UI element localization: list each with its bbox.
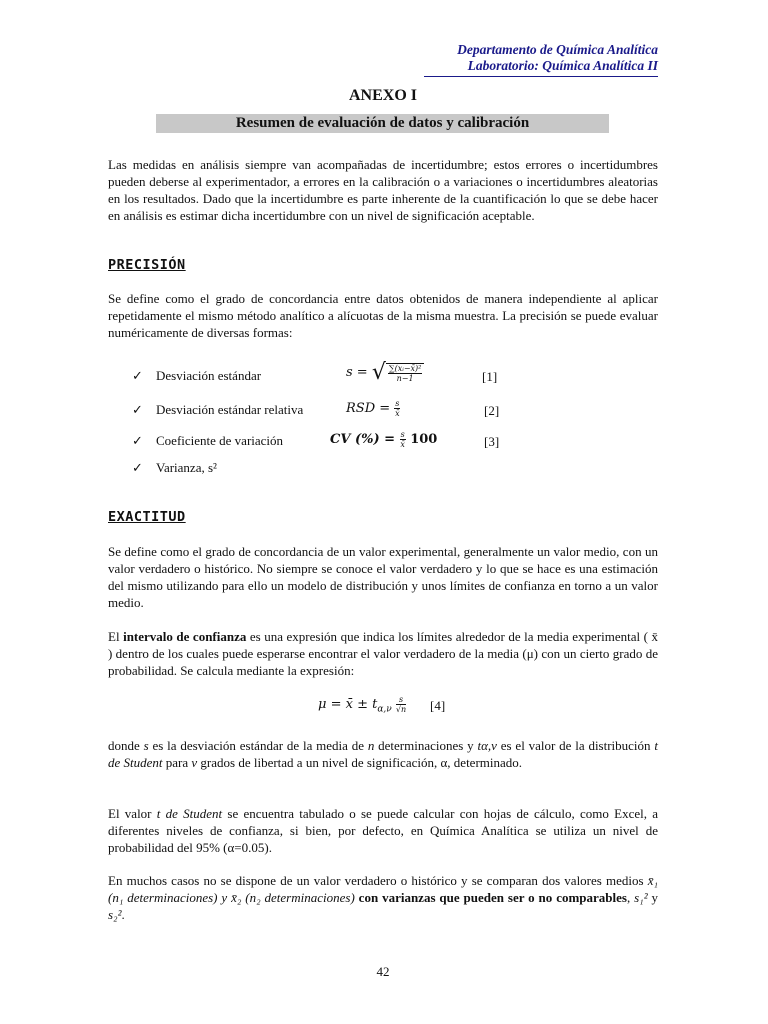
checkmark-icon: ✓ [132, 402, 143, 417]
equation-ref-1: [1] [482, 369, 498, 384]
document-page: Departamento de Química Analítica Laboratorio: Química Analítica II ANEXO I Resumen de evaluación de datos y calibración Las medidas en análisis siempre van acompañadas de incertidumbre; estos errores o incertidumbres pueden deberse al experimentador, a errores en la calibración o a variaciones o incertidumbres aleatorias en los resultados. Dado que la incertidumbre es parte inherente de la cuantificación lo que se debe hacer en análisis es estimar dicha incertidumbre con un nivel de significación aceptable. PRECISIÓN Se define como el grado de concordancia entre datos obtenidos de manera independiente al aplicar repetidamente el mismo método analítico a alícuotas de la misma muestra. La precisión se puede evaluar numéricamente de diversas formas: ✓ Desviación estándar s = √ $\frac{\text{∑(xᵢ−x̄)²}}{n-1}$ [1] ✓ Desviación estándar relativa RSD = $\frac{s}{x̄}$ [2] ✓ Coeficiente de variación CV (%) = $\frac{s}{x̄}$ 100 [3] ✓ Varianza, s² EXACTITUD Se define como el grado de concordancia de un valor experimental, generalmente un valor medio, con un valor verdadero o histórico. No siempre se conoce el valor verdadero y lo que se hace es una estimación del mismo utilizando para ello un modelo de distribución y unos límites de confianza en torno a un valor medio. El intervalo de confianza es una expresión que indica los límites alrededor de la media experimental ( x̄ ) dentro de los cuales puede esperarse encontrar el valor verdadero de la media (μ) con un cierto grado de probabilidad. Se calcula mediante la expresión: μ = x̄ ± $t_{\alpha,\nu}$ $\frac{s}{√n}$ [4] donde s es la desviación estándar de la media de n determinaciones y tα,ν es el valor de la distribución t de Student para ν grados de libertad a un nivel de significación, α, determinado. El valor t de Student se encuentra tabulado o se puede calcular con hojas de cálculo, como Excel, a diferentes niveles de confianza, si bien, por defecto, en Química Analítica se utiliza un nivel de probabilidad del 95% (α=0.05). En muchos casos no se dispone de un valor verdadero o histórico y se comparan dos valores medios x̄₁ (n₁ determinaciones) y x̄₂ (n₂ determinaciones) con varianzas que pueden ser o no comparables, s₁² y s₂². 42 [108, 42, 659, 979]
equation-ref-2: [2] [484, 403, 500, 418]
accuracy-heading: EXACTITUD [108, 509, 186, 525]
precision-heading: PRECISIÓN [108, 257, 186, 273]
section-subtitle: Resumen de evaluación de datos y calibración [156, 114, 609, 133]
accuracy-paragraph-3: donde s es la desviación estándar de la media de n determinaciones y tα,ν es el valor de la distribución t de Student para ν grados de libertad a un nivel de significación, α, determinado. [108, 738, 658, 770]
checkmark-icon: ✓ [132, 460, 143, 475]
accuracy-paragraph-5: En muchos casos no se dispone de un valor verdadero o histórico y se comparan dos valores medios x̄₁ (n₁ determinaciones) y x̄₂ (n₂ determinaciones) con varianzas que pueden ser o no comparables, s₁² y s₂². [108, 873, 659, 922]
formula-confidence-interval: μ = x̄ ± $t_{\alpha,\nu}$ $\frac{s}{√n}$ [318, 695, 407, 715]
header-department: Departamento de Química Analítica [457, 42, 658, 57]
header-laboratory: Laboratorio: Química Analítica II [467, 58, 658, 73]
accuracy-paragraph-4: El valor t de Student se encuentra tabulado o se puede calcular con hojas de cálculo, como Excel, a diferentes niveles de confianza, si bien, por defecto, en Química Analítica se utiliza un nivel de probabilidad del 95% (α=0.05). [108, 806, 658, 855]
equation-ref-4: [4] [430, 698, 446, 713]
checkmark-icon: ✓ [132, 433, 143, 448]
formula-cv: CV (%) = $\frac{s}{x̄}$ 100 [330, 430, 438, 449]
annex-title: ANEXO I [348, 87, 417, 104]
header-underline [424, 76, 658, 77]
formula-std-dev: s = √ $\frac{\text{∑(xᵢ−x̄)²}}{n-1}$ [346, 360, 424, 385]
checkmark-icon: ✓ [132, 368, 143, 383]
page-header [457, 42, 658, 74]
equation-ref-3: [3] [484, 434, 500, 449]
intro-paragraph: Las medidas en análisis siempre van acompañadas de incertidumbre; estos errores o incertidumbres pueden deberse al experimentador, a errores en la calibración o a variaciones o incertidumbres aleatorias en los resultados. Dado que la incertidumbre es parte inherente de la cuantificación lo que se debe hacer en análisis es estimar dicha incertidumbre con un nivel de significación aceptable. [108, 157, 658, 223]
page-number: 42 [376, 964, 390, 979]
sqrt-icon: √ [371, 360, 386, 385]
precision-paragraph: Se define como el grado de concordancia entre datos obtenidos de manera independiente al aplicar repetidamente el mismo método analítico a alícuotas de la misma muestra. La precisión se puede evaluar numéricamente de diversas formas: [108, 291, 658, 340]
accuracy-paragraph-2: El intervalo de confianza es una expresión que indica los límites alrededor de la media experimental ( x̄ ) dentro de los cuales puede esperarse encontrar el valor verdadero de la media (μ) con un cierto grado de probabilidad. Se calcula mediante la expresión: [108, 629, 658, 678]
formula-rsd: RSD = $\frac{s}{x̄}$ [346, 399, 400, 418]
accuracy-paragraph-1: Se define como el grado de concordancia de un valor experimental, generalmente un valor medio, con un valor verdadero o histórico. No siempre se conoce el valor verdadero y lo que se hace es una estimación del mismo utilizando para ello un modelo de distribución y unos límites de confianza en torno a un valor medio. [108, 544, 658, 610]
